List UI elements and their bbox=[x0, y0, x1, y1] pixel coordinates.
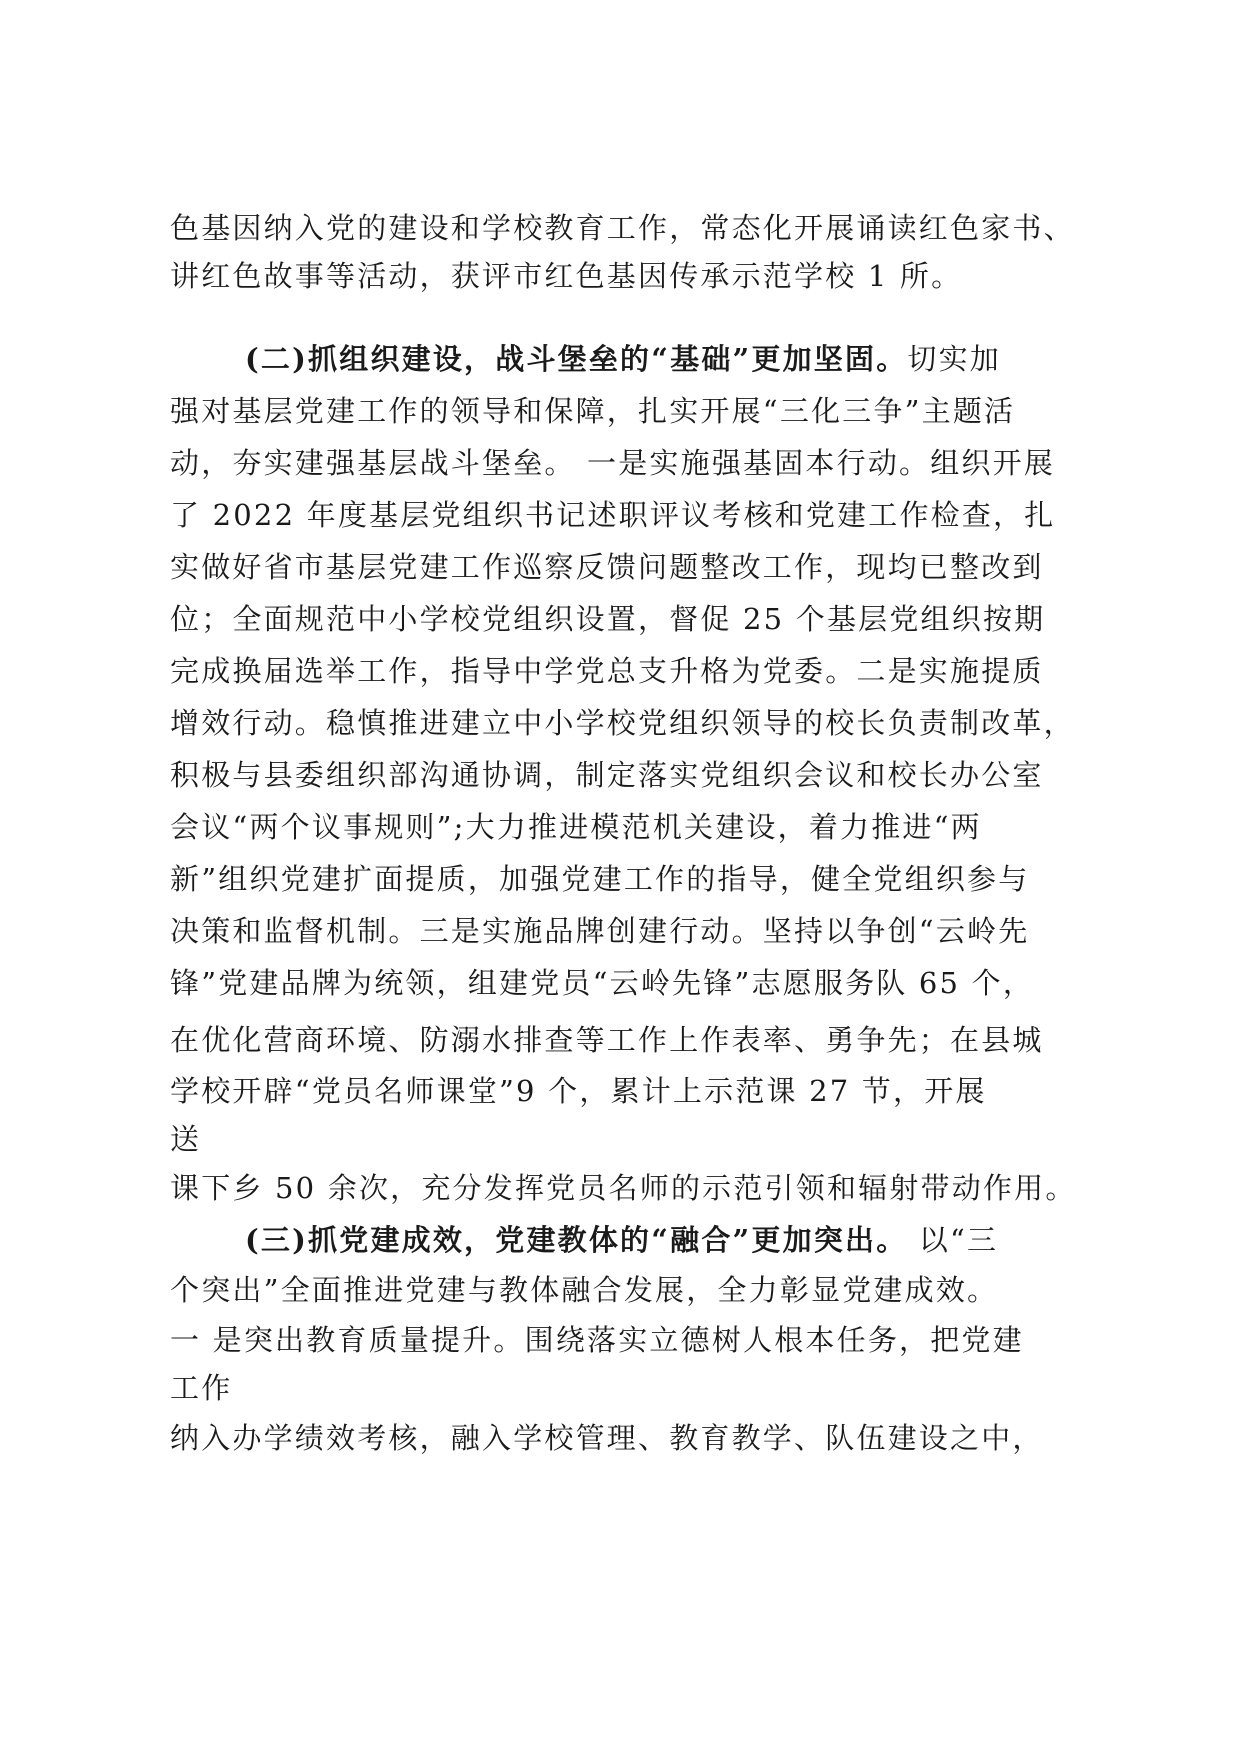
body-line: 课下乡 50 余次，充分发挥党员名师的示范引领和辐射带动作用。 bbox=[170, 1171, 1077, 1205]
body-line: 强对基层党建工作的领导和保障，扎实开展“三化三争”主题活 bbox=[170, 394, 1016, 428]
body-line: 积极与县委组织部沟通协调，制定落实党组织会议和校长办公室 bbox=[170, 758, 1044, 792]
body-line: 个突出”全面推进党建与教体融合发展，全力彰显党建成效。 bbox=[170, 1273, 999, 1307]
section-heading-line bbox=[245, 1220, 1165, 1260]
body-line: 工作 bbox=[170, 1371, 233, 1405]
body-line: 纳入办学绩效考核，融入学校管理、教育教学、队伍建设之中， bbox=[170, 1421, 1044, 1455]
body-line: 动，夯实建强基层战斗堡垒。 一是实施强基固本行动。组织开展 bbox=[170, 446, 1056, 480]
body-line: 会议“两个议事规则”;大力推进模范机关建设，着力推进“两 bbox=[170, 810, 982, 844]
body-line: 讲红色故事等活动，获评市红色基因传承示范学校 1 所。 bbox=[170, 259, 963, 293]
heading-continuation: 切实加 bbox=[907, 342, 1002, 376]
section-heading-line bbox=[245, 339, 1165, 379]
section-heading: (三)抓党建成效，党建教体的“融合”更加突出。 bbox=[245, 1223, 908, 1257]
heading-continuation: 以“三 bbox=[907, 1223, 999, 1257]
section-heading: (二)抓组织建设，战斗堡垒的“基础”更加坚固。 bbox=[245, 342, 908, 376]
body-line: 锋”党建品牌为统领，组建党员“云岭先锋”志愿服务队 65 个， bbox=[170, 966, 1035, 1000]
body-line: 一 是突出教育质量提升。围绕落实立德树人根本任务，把党建 bbox=[170, 1323, 1024, 1357]
body-line: 实做好省市基层党建工作巡察反馈问题整改工作，现均已整改到 bbox=[170, 550, 1044, 584]
body-line: 色基因纳入党的建设和学校教育工作，常态化开展诵读红色家书、 bbox=[170, 211, 1075, 245]
body-line: 送 bbox=[170, 1122, 202, 1156]
body-line: 完成换届选举工作，指导中学党总支升格为党委。二是实施提质 bbox=[170, 654, 1044, 688]
body-line: 位；全面规范中小学校党组织设置，督促 25 个基层党组织按期 bbox=[170, 602, 1046, 636]
body-line: 决策和监督机制。三是实施品牌创建行动。坚持以争创“云岭先 bbox=[170, 914, 1030, 948]
body-line: 了 2022 年度基层党组织书记述职评议考核和党建工作检查，扎 bbox=[170, 498, 1056, 532]
body-line: 新”组织党建扩面提质，加强党建工作的指导，健全党组织参与 bbox=[170, 862, 1030, 896]
body-line: 学校开辟“党员名师课堂”9 个，累计上示范课 27 节，开展 bbox=[170, 1074, 987, 1108]
body-line: 增效行动。稳慎推进建立中小学校党组织领导的校长负责制改革， bbox=[170, 706, 1075, 740]
body-line: 在优化营商环境、防溺水排查等工作上作表率、勇争先；在县城 bbox=[170, 1023, 1044, 1057]
